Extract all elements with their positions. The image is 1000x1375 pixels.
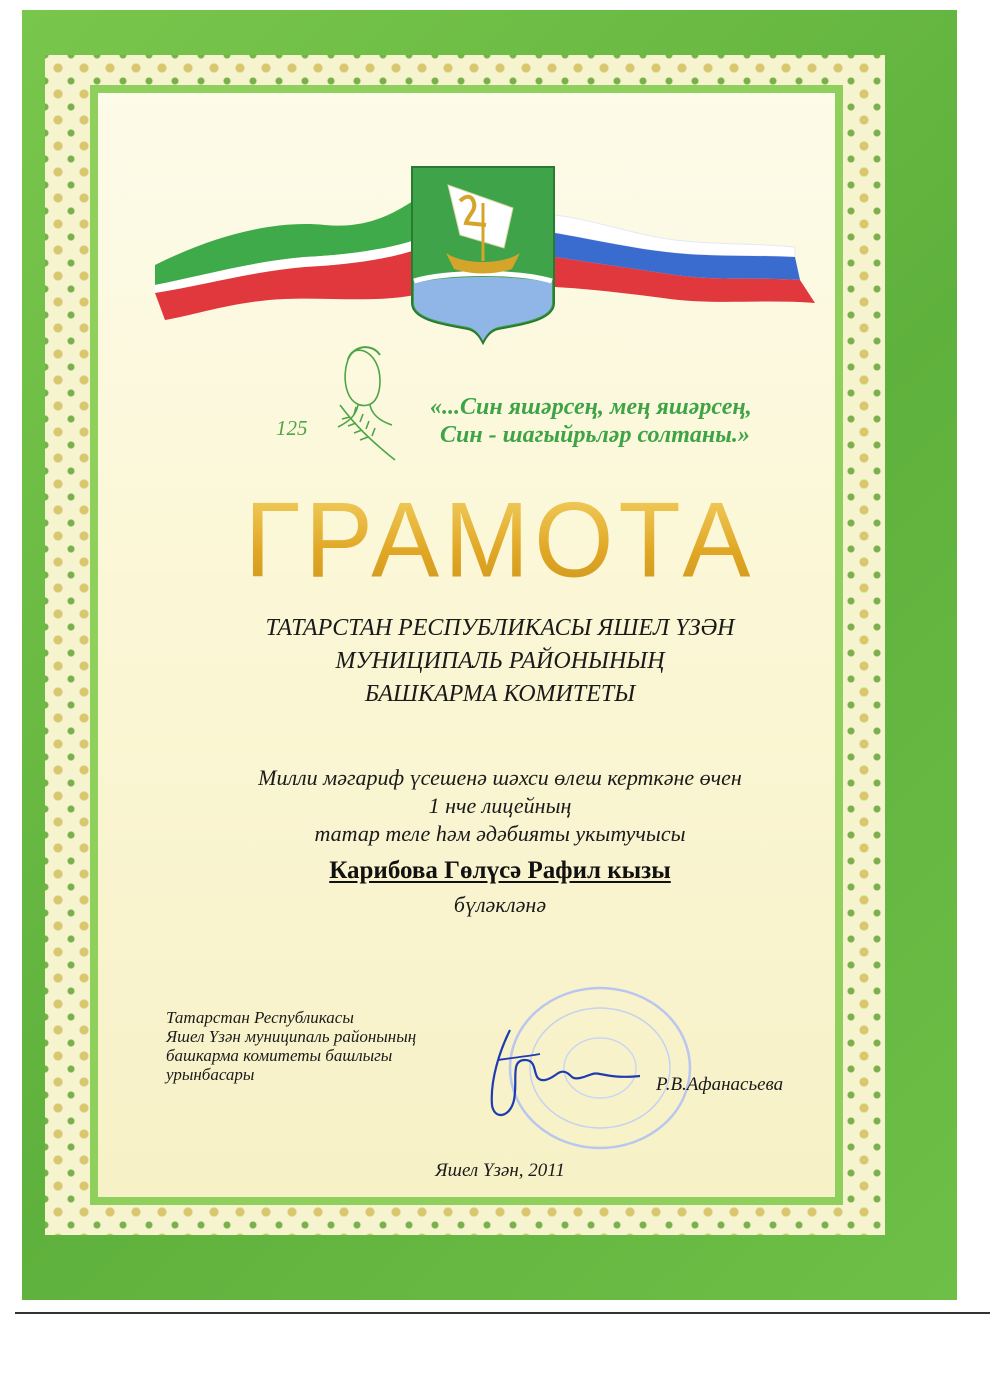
organization-line-1: ТАТАРСТАН РЕСПУБЛИКАСЫ ЯШЕЛ ҮЗӘН xyxy=(265,615,735,641)
place-and-year: Яшел Үзән, 2011 xyxy=(435,1160,565,1181)
reason-line-3: татар теле һәм әдәбияты укытучысы xyxy=(314,821,686,846)
organization-line-3: БАШКАРМА КОМИТЕТЫ xyxy=(364,681,636,707)
awardee-name: Карибова Гөлүсә Рафил кызы xyxy=(329,857,671,884)
poet-portrait-sketch xyxy=(310,335,420,465)
handwritten-signature xyxy=(470,1020,650,1130)
signer-name: Р.В.Афанасьева xyxy=(656,1074,784,1095)
quote-line-2: Син - шагыйрьләр солтаны.» xyxy=(440,422,750,448)
wheat-ear-icon xyxy=(340,405,395,460)
poetic-quote xyxy=(430,393,850,449)
issuing-organization xyxy=(0,612,1000,711)
signer-position xyxy=(166,1008,496,1084)
reason-line-1: Милли мәгариф үсешенә шәхси өлеш керткәне өчен xyxy=(258,765,742,790)
awarded-text: бүләкләнә xyxy=(453,892,547,917)
certificate-title: ГРАМОТА xyxy=(0,479,1000,602)
signer-title-line-2: Яшел Үзән муниципаль районының xyxy=(166,1027,417,1046)
award-reason xyxy=(0,764,1000,848)
organization-line-2: МУНИЦИПАЛЬ РАЙОНЫНЫҢ xyxy=(335,648,665,674)
quote-line-1: «...Син яшәрсең, мең яшәрсең, xyxy=(430,394,752,420)
reason-line-2: 1 нче лицейның xyxy=(428,793,572,818)
page-bottom-rule xyxy=(15,1312,990,1314)
signer-title-line-3: башкарма комитеты башлыгы xyxy=(166,1046,393,1065)
signer-title-line-4: урынбасары xyxy=(166,1065,255,1084)
anniversary-number: 125 xyxy=(276,416,308,440)
signer-title-line-1: Татарстан Республикасы xyxy=(166,1008,354,1027)
coat-of-arms-emblem xyxy=(408,163,558,345)
